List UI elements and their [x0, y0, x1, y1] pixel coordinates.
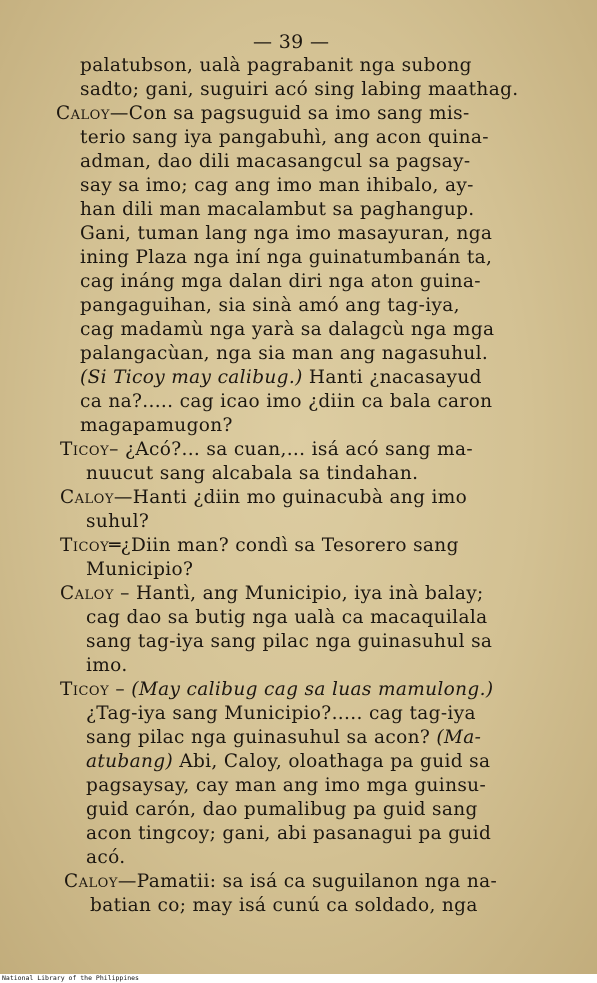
text-line: magapamugon? — [80, 415, 233, 436]
text-line: terio sang iya pangabuhì, ang acon quina- — [80, 127, 489, 148]
speaker-dash: – — [109, 439, 119, 460]
dialogue-text: ¿Acó?... sa cuan,... isá acó sang ma- — [125, 439, 473, 460]
speaker-dash: ═ — [109, 535, 121, 556]
dialogue-line — [60, 582, 484, 606]
dialogue-text: Hantì, ang Municipio, iya inà balay; — [136, 583, 484, 604]
speaker-dash: — — [109, 103, 129, 124]
text-line: sadto; gani, suguiri acó sing labing maathag. — [80, 79, 519, 100]
footer-strip — [0, 974, 597, 983]
text-line: nuucut sang alcabala sa tindahan. — [86, 463, 419, 484]
text-line: cag ináng mga dalan diri nga aton guina- — [80, 271, 481, 292]
text-line: imo. — [86, 655, 128, 676]
text-line: say sa imo; cag ang imo man ihibalo, ay- — [80, 175, 474, 196]
text-line: pangaguihan, sia sinà amó ang tag-iya, — [80, 295, 460, 316]
text-line: sang tag-iya sang pilac nga guinasuhul sa — [86, 631, 493, 652]
stage-direction: (May calibug cag sa luas mamulong.) — [131, 679, 494, 700]
speaker-dash: — — [113, 487, 133, 508]
dialogue-line — [60, 678, 493, 702]
dialogue-line — [60, 438, 473, 462]
text-line: ining Plaza nga iní nga guinatumbanán ta, — [80, 247, 493, 268]
footer-credit: National Library of the Philippines — [2, 974, 139, 982]
text-line: ¿Tag-iya sang Municipio?..... cag tag-iya — [86, 703, 476, 724]
text-line: cag madamù nga yarà sa dalagcù nga mga — [80, 319, 495, 340]
stage-direction: (Si Ticoy may calibug.) — [80, 367, 303, 388]
text-line: cag dao sa butig nga ualà ca macaquilala — [86, 607, 488, 628]
dialogue-text: Pamatii: sa isá ca suguilanon nga na- — [136, 871, 498, 892]
speaker-name: Caloy — [56, 103, 110, 124]
text-line: adman, dao dili macasangcul sa pagsay- — [80, 151, 471, 172]
text-line: acó. — [86, 847, 126, 868]
dialogue-line — [60, 534, 459, 558]
text-line: sang pilac nga guinasuhul sa acon? (Ma- — [86, 727, 482, 748]
page-number: — 39 — — [253, 31, 330, 53]
stage-direction: (Ma- — [436, 727, 482, 748]
text-line: atubang) Abi, Caloy, oloathaga pa guid sa — [86, 751, 491, 772]
speaker-dash: – — [115, 679, 126, 700]
text-line: palangacùan, nga sia man ang nagasuhul. — [80, 343, 489, 364]
text-line: batian co; may isá cunú ca soldado, nga — [90, 895, 478, 916]
dialogue-line — [56, 102, 470, 126]
speaker-dash: — — [117, 871, 137, 892]
speaker-name: Ticoy — [60, 679, 110, 700]
speaker-name: Caloy — [60, 487, 114, 508]
text-line: suhul? — [86, 511, 150, 532]
dialogue-line — [64, 870, 497, 894]
speaker-name: Ticoy — [60, 439, 110, 460]
speaker-name: Caloy — [60, 583, 114, 604]
dialogue-text: Hanti ¿diin mo guinacubà ang imo — [132, 487, 468, 508]
speaker-name: Ticoy — [60, 535, 110, 556]
dialogue-line — [60, 486, 467, 510]
text-line: acon tingcoy; gani, abi pasanagui pa guid — [86, 823, 492, 844]
dialogue-text: Con sa pagsuguid sa imo sang mis- — [128, 103, 470, 124]
text-line: pagsaysay, cay man ang imo mga guinsu- — [86, 775, 487, 796]
text-line: palatubson, ualà pagrabanit nga subong — [80, 55, 472, 76]
text-line: ca na?..... cag icao imo ¿diin ca bala caron — [80, 391, 493, 412]
text-line: guid carón, dao pumalibug pa guid sang — [86, 799, 478, 820]
speaker-name: Caloy — [64, 871, 118, 892]
text-line: Municipio? — [86, 559, 194, 580]
stage-direction: atubang) — [86, 751, 174, 772]
speaker-dash: – — [120, 583, 130, 604]
text-line: han dili man macalambut sa paghangup. — [80, 199, 475, 220]
dialogue-text: ¿Diin man? condì sa Tesorero sang — [120, 535, 459, 556]
text-line: (Si Ticoy may calibug.) Hanti ¿nacasayud — [80, 367, 482, 388]
text-line: Gani, tuman lang nga imo masayuran, nga — [80, 223, 493, 244]
